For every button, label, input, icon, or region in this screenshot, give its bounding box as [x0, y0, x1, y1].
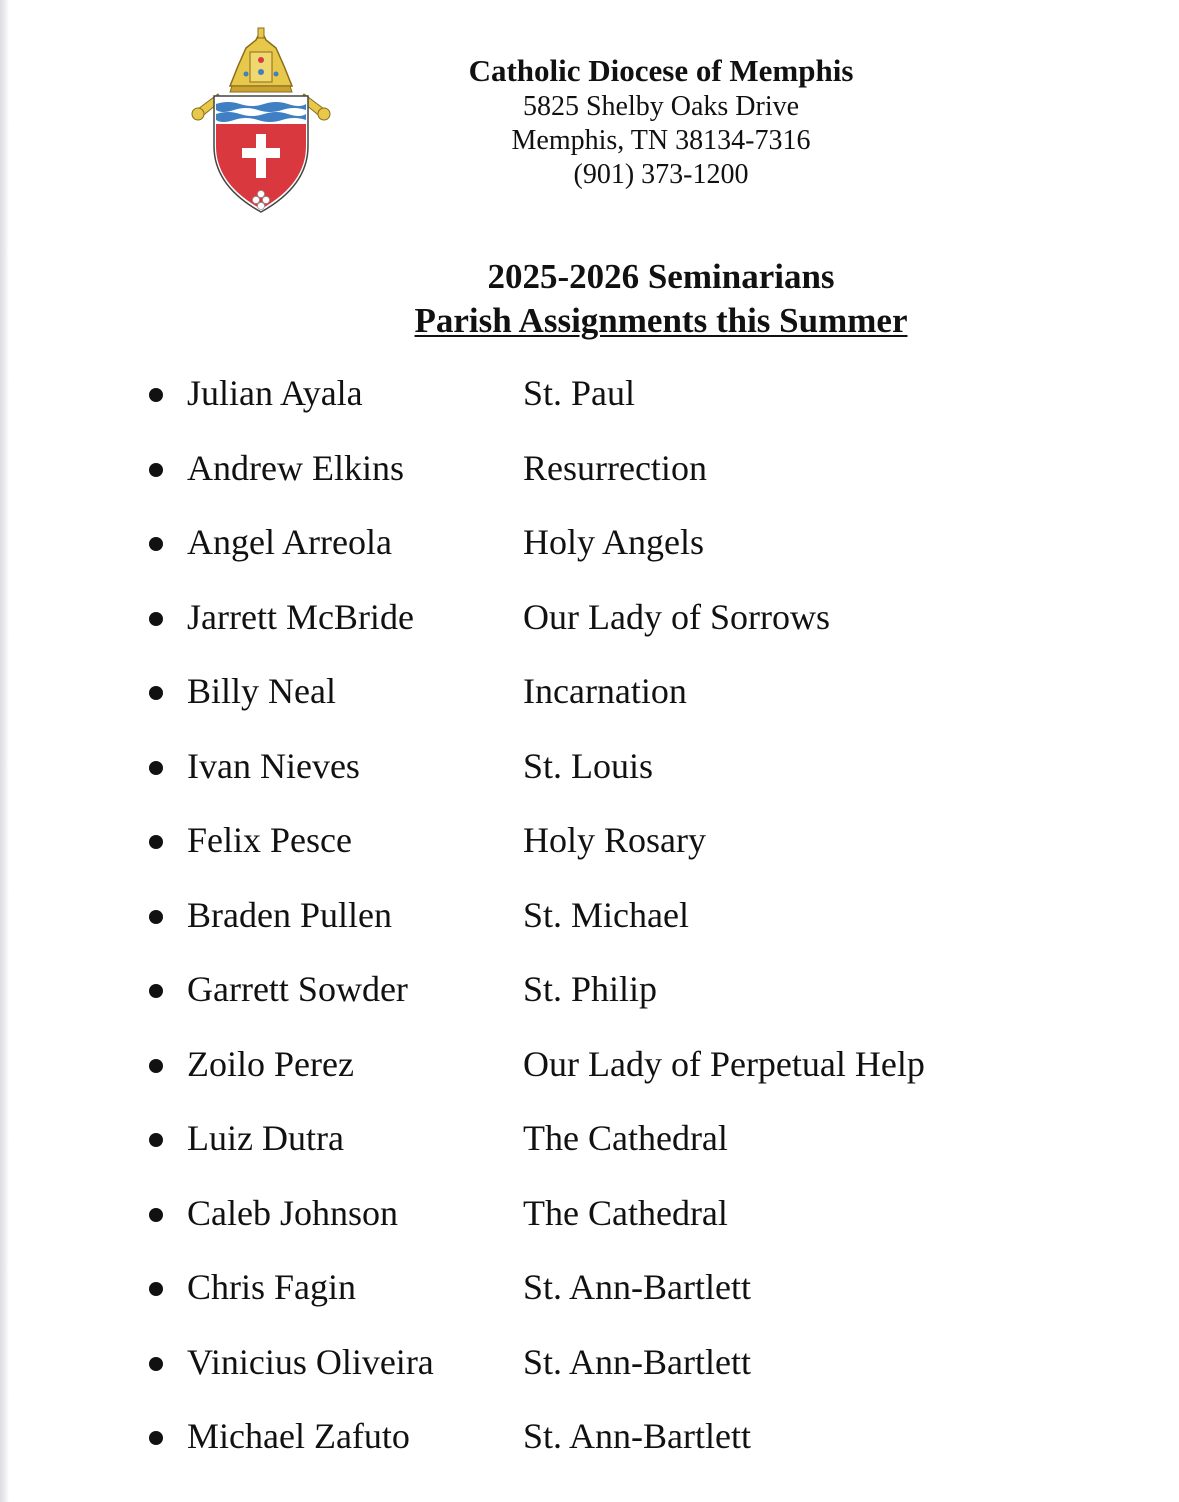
- list-item: [0, 1039, 1179, 1089]
- bullet-icon: [149, 686, 163, 700]
- parish-assignment: St. Paul: [523, 373, 636, 413]
- list-item: [0, 368, 1179, 418]
- bullet-icon: [149, 1357, 163, 1371]
- document-title: [380, 255, 942, 343]
- parish-assignment: The Cathedral: [523, 1118, 728, 1158]
- bullet-icon: [149, 984, 163, 998]
- bullet-icon: [149, 835, 163, 849]
- parish-assignment: St. Louis: [523, 745, 654, 786]
- list-item: [0, 592, 1179, 642]
- parish-assignment: St. Ann-Bartlett: [523, 1416, 751, 1456]
- bullet-icon: [149, 537, 163, 551]
- parish-assignment: St. Ann-Bartlett: [523, 1341, 751, 1382]
- seminarian-name: Chris Fagin: [187, 1267, 357, 1307]
- parish-assignment: Resurrection: [523, 447, 707, 488]
- list-item: [0, 517, 1179, 567]
- list-item: [0, 964, 1179, 1014]
- seminarian-name: Garrett Sowder: [187, 969, 408, 1009]
- list-item: [0, 815, 1179, 865]
- list-item: [0, 741, 1179, 791]
- seminarian-name: Billy Neal: [187, 671, 336, 711]
- diocese-crest-icon: [188, 26, 334, 218]
- parish-assignment: Our Lady of Perpetual Help: [523, 1043, 925, 1084]
- org-name: Catholic Diocese of Memphis: [468, 53, 854, 88]
- list-item: [0, 666, 1179, 716]
- seminarian-name: Zoilo Perez: [187, 1043, 354, 1084]
- seminarian-name: Luiz Dutra: [187, 1118, 344, 1158]
- bullet-icon: [149, 1208, 163, 1222]
- bullet-icon: [149, 463, 163, 477]
- parish-assignment: Holy Rosary: [523, 820, 706, 860]
- list-item: [0, 890, 1179, 940]
- bullet-icon: [149, 1059, 163, 1073]
- list-item: [0, 1188, 1179, 1238]
- list-item: [0, 1411, 1179, 1461]
- list-item: [0, 1337, 1179, 1387]
- bullet-icon: [149, 1133, 163, 1147]
- seminarian-name: Caleb Johnson: [187, 1192, 398, 1233]
- seminarian-name: Michael Zafuto: [187, 1416, 410, 1456]
- title-line2: Parish Assignments this Summer: [414, 301, 908, 340]
- parish-assignment: Incarnation: [523, 671, 687, 711]
- parish-assignment: Holy Angels: [523, 522, 705, 562]
- seminarian-name: Andrew Elkins: [187, 447, 404, 488]
- parish-assignment: St. Ann-Bartlett: [523, 1267, 751, 1307]
- parish-assignment: St. Michael: [523, 894, 689, 935]
- list-item: [0, 443, 1179, 493]
- address-line1: 5825 Shelby Oaks Drive: [522, 91, 800, 122]
- seminarian-name: Julian Ayala: [187, 373, 363, 413]
- letterhead: [400, 52, 922, 192]
- phone-number: (901) 373-1200: [573, 159, 749, 190]
- bullet-icon: [149, 612, 163, 626]
- bullet-icon: [149, 761, 163, 775]
- seminarian-name: Braden Pullen: [187, 894, 392, 935]
- seminarian-name: Angel Arreola: [187, 522, 392, 562]
- title-line1: 2025-2026 Seminarians: [487, 257, 835, 296]
- parish-assignment: The Cathedral: [523, 1192, 728, 1233]
- bullet-icon: [149, 1282, 163, 1296]
- parish-assignment: Our Lady of Sorrows: [523, 596, 830, 637]
- bullet-icon: [149, 388, 163, 402]
- parish-assignment: St. Philip: [523, 969, 658, 1009]
- seminarian-name: Vinicius Oliveira: [187, 1341, 434, 1382]
- list-item: [0, 1113, 1179, 1163]
- bullet-icon: [149, 910, 163, 924]
- bullet-icon: [149, 1431, 163, 1445]
- list-item: [0, 1262, 1179, 1312]
- seminarian-name: Ivan Nieves: [187, 745, 360, 786]
- seminarian-name: Jarrett McBride: [187, 596, 414, 637]
- address-line2: Memphis, TN 38134-7316: [511, 125, 811, 156]
- seminarian-name: Felix Pesce: [187, 820, 352, 860]
